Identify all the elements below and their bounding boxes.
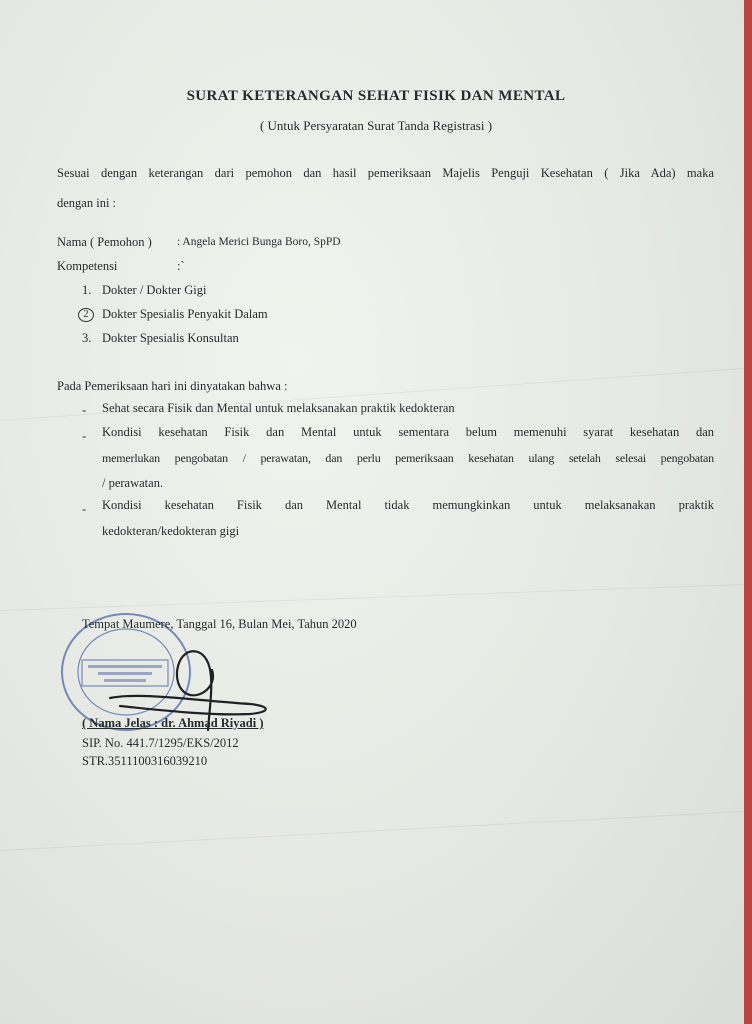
bullet: - (82, 403, 87, 417)
signer-sip: SIP. No. 441.7/1295/EKS/2012 (82, 736, 239, 750)
kompetensi-label: Kompetensi (57, 259, 118, 273)
document-title: SURAT KETERANGAN SEHAT FISIK DAN MENTAL (186, 88, 566, 104)
competency-num-2-circled (78, 305, 94, 322)
name-label: Nama ( Pemohon ) (57, 235, 152, 249)
exam-item-2-line-3: / perawatan. (102, 476, 164, 490)
kompetensi-value: :` (177, 259, 185, 273)
intro-line-2: dengan ini : (57, 196, 117, 210)
competency-label-2: Dokter Spesialis Penyakit Dalam (102, 307, 268, 321)
exam-item-2-line-1: Kondisi kesehatan Fisik dan Mental untuk sementara belum memenuhi syarat kesehatan dan (102, 425, 714, 439)
exam-item-3-line-1: Kondisi kesehatan Fisik dan Mental tidak memungkinkan untuk melaksanakan praktik (102, 498, 714, 512)
document-subtitle: ( Untuk Persyaratan Surat Tanda Registrasi ) (259, 118, 493, 133)
circled-number: 2 (78, 308, 94, 322)
exam-item-2-line-2: memerlukan pengobatan / perawatan, dan perlu pemeriksaan kesehatan ulang setelah selesai pengobatan (102, 451, 714, 465)
paper-crease (0, 583, 744, 611)
competency-num-1: 1. (82, 283, 92, 297)
signer-name: ( Nama Jelas : dr. Ahmad Riyadi ) (82, 716, 264, 730)
place-date: Tempat Maumere, Tanggal 16, Bulan Mei, Tahun 2020 (82, 617, 357, 631)
exam-item-3-line-2: kedokteran/kedokteran gigi (102, 524, 240, 538)
competency-label-3: Dokter Spesialis Konsultan (102, 331, 239, 345)
signer-str: STR.3511100316039210 (82, 754, 208, 768)
bullet: - (82, 429, 87, 443)
exam-heading: Pada Pemeriksaan hari ini dinyatakan bahwa : (57, 379, 288, 393)
competency-label-1: Dokter / Dokter Gigi (102, 283, 207, 297)
bullet: - (82, 502, 87, 516)
competency-num-3: 3. (82, 331, 92, 345)
signature-icon (100, 640, 280, 750)
intro-line-1: Sesuai dengan keterangan dari pemohon dan hasil pemeriksaan Majelis Penguji Kesehatan ( Jika Ada) maka (57, 166, 714, 180)
paper-crease (0, 810, 744, 851)
name-value: : Angela Merici Bunga Boro, SpPD (177, 236, 341, 248)
exam-item-1: Sehat secara Fisik dan Mental untuk melaksanakan praktik kedokteran (102, 401, 455, 415)
